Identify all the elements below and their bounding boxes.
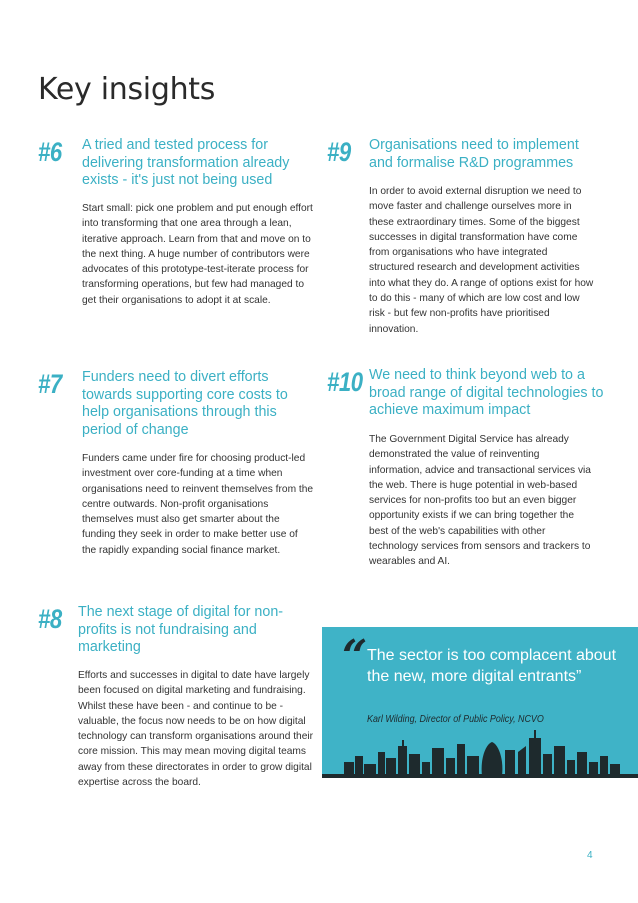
insight-number: #10 (327, 367, 363, 397)
quote-box (322, 627, 638, 778)
insight-heading: We need to think beyond web to a broad range of digital technologies to achieve maximum impact (369, 367, 604, 418)
page-number: 4 (587, 850, 593, 861)
quote-attribution: Karl Wilding, Director of Public Policy, NCVO (367, 713, 544, 725)
quote-text: The sector is too complacent about the new, more digital entrants” (367, 647, 617, 685)
insight-body: Start small: pick one problem and put enough effort into transforming that one area through a lean, iterative approach. Learn from that and move on to the next thing. A huge number of contributors were advocates of this prototype-test-iterate process for transforming operations, but few had managed to get their organisations to adopt it at scale. (82, 203, 313, 306)
insight-body: Efforts and successes in digital to date have largely been focused on digital marketing and fundraising. Whilst these have been - and continue to be - valuable, the focus now needs to be on how digital technology can transform organisations around their core mission. This may mean moving digital teams away from these directorates in order to grow digital expertise across the board. (78, 670, 314, 789)
insight-body: The Government Digital Service has already demonstrated the value of reinventing information, advice and transactional services via the web. There is huge potential in web-based services for non-profits too but an even bigger opportunity exists if we can bring together the best of the web's capabilities with other technology services from sensors and trackers to wearables and AI. (369, 434, 591, 568)
city-skyline-icon (322, 718, 638, 778)
insight-body: Funders came under fire for choosing product-led investment over core-funding at a time when organisations need to reinvent themselves from the centre outwards. Non-profit organisations themselves must also get smarter about the funding they seek in order to make better use of the rapidly expanding social finance market. (82, 453, 314, 556)
page-title: Key insights (38, 72, 216, 107)
insight-number: #6 (38, 137, 62, 167)
insight-heading: Organisations need to implement and formalise R&D programmes (369, 137, 579, 171)
insight-heading: The next stage of digital for non-profits is not fundraising and marketing (78, 604, 284, 655)
insight-number: #9 (327, 137, 351, 167)
insight-heading: A tried and tested process for delivering transformation already exists - it's just not being used (82, 137, 290, 188)
insight-body: In order to avoid external disruption we need to move faster and challenge ourselves more in these extraordinary times. Some of the biggest successes in digital transformation have come from organisations who have integrated structured research and development activities into what they do. A range of options exist for how to do this - many of which are low cost and low risk - but few non-profits have prioritised innovation. (369, 186, 594, 335)
insight-number: #7 (38, 369, 62, 399)
insight-heading: Funders need to divert efforts towards supporting core costs to help organisations through this period of change (82, 369, 288, 438)
insight-number: #8 (38, 604, 62, 634)
quote-mark-icon: “ (342, 631, 368, 682)
